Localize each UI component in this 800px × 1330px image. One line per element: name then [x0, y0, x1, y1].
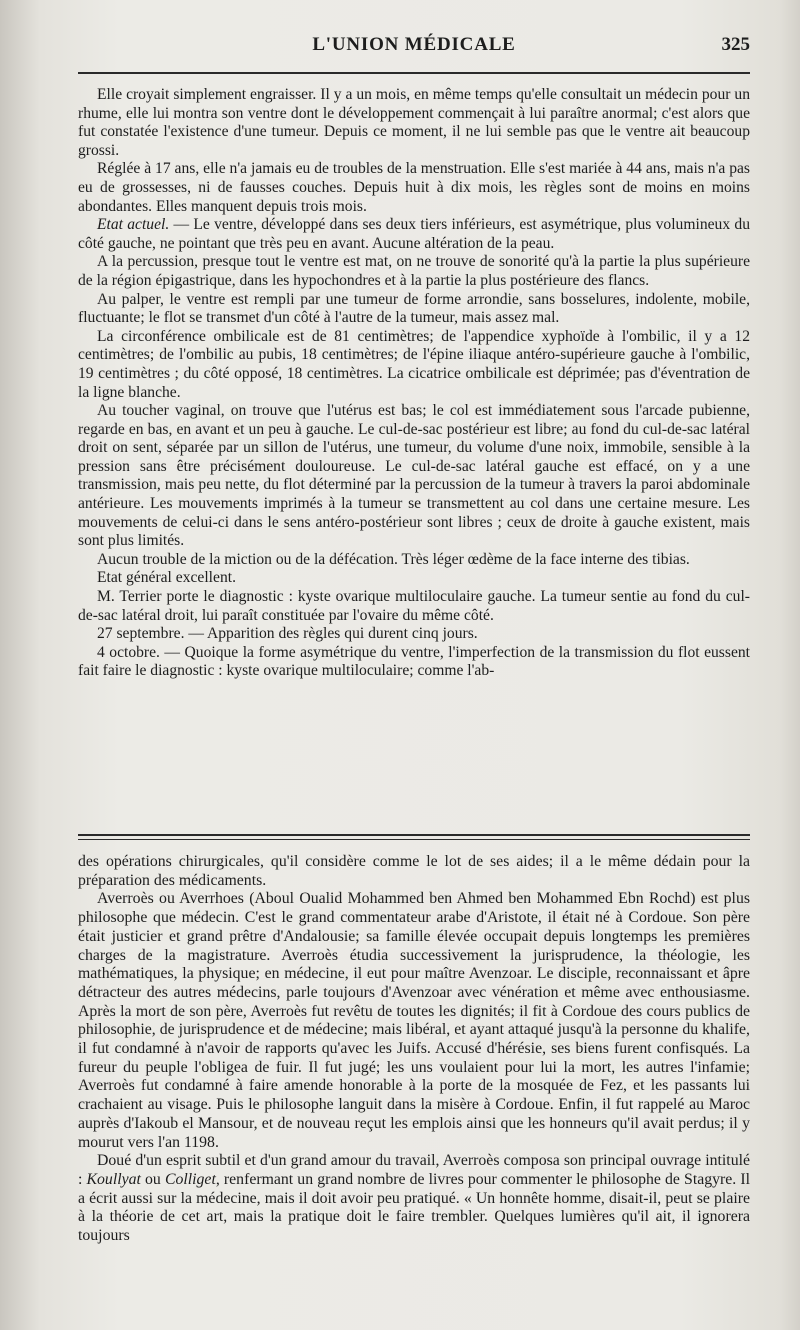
paragraph: 4 octobre. — Quoique la forme asymétrique du ventre, l'imperfection de la transmission du flot eussent fait faire le diagnostic : kyste ovarique multiloculaire; comme l'ab-: [78, 643, 750, 680]
paragraph: Elle croyait simplement engraisser. Il y a un mois, en même temps qu'elle consultait un médecin pour un rhume, elle lui montra son ventre dont le développement commençait à lui paraître anormal; c'est alors que fut constatée l'existence d'une tumeur. Depuis ce moment, il ne lui semble pas que le ventre ait beaucoup grossi.: [78, 86, 750, 159]
feuilleton-rule-thin: [78, 839, 750, 840]
feuilleton-article: [78, 853, 750, 1246]
paragraph: Doué d'un esprit subtil et d'un grand amour du travail, Averroès composa son principal ouvrage intitulé : Koullyat ou Colliget, renfermant un grand nombre de livres pour commenter le philosophe de Stagyre. Il a écrit aussi sur la médecine, mais il doit avoir peu pratiqué. « Un honnête homme, disait-il, peut se plaire à la théorie de cet art, mais la pratique doit le faire trembler. Quelques lumières qu'il ait, il ignorera toujours: [78, 1152, 750, 1245]
paragraph: Au palper, le ventre est rempli par une tumeur de forme arrondie, sans bosselures, indolente, mobile, fluctuante; le flot se transmet d'un côté à l'autre de la tumeur, mais assez mal.: [78, 290, 750, 327]
paragraph: Aucun trouble de la miction ou de la défécation. Très léger œdème de la face interne des tibias.: [97, 550, 690, 568]
page-number: 325: [721, 34, 750, 55]
feuilleton-rule: [78, 834, 750, 836]
paragraph: M. Terrier porte le diagnostic : kyste ovarique multiloculaire gauche. La tumeur sentie au fond du cul-de-sac latéral droit, lui paraît constituée par l'ovaire du même côté.: [78, 588, 750, 624]
header-rule: [78, 72, 750, 74]
running-title: L'UNION MÉDICALE: [312, 34, 516, 55]
paragraph: Etat général excellent.: [97, 569, 236, 587]
paragraph: Au toucher vaginal, on trouve que l'utérus est bas; le col est immédiatement sous l'arcade pubienne, regarde en bas, en avant et un peu à gauche. Le cul-de-sac postérieur est libre; au fond du cul-de-sac latéral droit on sent, séparée par un sillon de l'utérus, une tumeur, du volume d'une noix, immobile, sensible à la pression sans être précisément douloureuse. Le cul-de-sac latéral gauche est effacé, on y a une transmission, mais peu nette, du flot déterminé par la percussion de la tumeur à travers la paroi abdominale antérieure. Les mouvements imprimés à la tumeur se transmettent au col dans une certaine mesure. Les mouvements de celui-ci dans le sens antéro-postérieur sont libres ; ceux de droite à gauche existent, mais sont plus limités.: [78, 402, 750, 550]
book-title: Koullyat: [86, 1170, 141, 1188]
upper-article: [78, 86, 750, 681]
paragraph: des opérations chirurgicales, qu'il considère comme le lot de ses aides; il a le même dédain pour la préparation des médicaments.: [78, 853, 750, 889]
paragraph: La circonférence ombilicale est de 81 centimètres; de l'appendice xyphoïde à l'ombilic, il y a 12 centimètres; de l'ombilic au pubis, 18 centimètres; de l'épine iliaque antéro-supérieure gauche à l'ombilic, 19 centimètres ; du côté opposé, 18 centimètres. La cicatrice ombilicale est déprimée; pas d'éventration de la ligne blanche.: [78, 327, 750, 401]
paragraph: Averroès ou Averrhoes (Aboul Oualid Mohammed ben Ahmed ben Mohammed Ebn Rochd) est plus philosophe que médecin. C'est le grand commentateur arabe d'Aristote, il était né à Cordoue. Son père était justicier et grand prêtre d'Andalousie; sa famille élevée occupait depuis longtemps les premières charges de la magistrature. Averroès étudia successivement la jurisprudence, la théologie, les mathématiques, la physique; en médecine, il eut pour maître Avenzoar. Le disciple, reconnaissant et âpre détracteur des autres médecins, parle toujours d'Avenzoar avec vénération et même avec enthousiasme. Après la mort de son père, Averroès fut revêtu de toutes les dignités; il fit à Cordoue des cours publics de philosophie, de jurisprudence et de médecine; mais libéral, et ayant attaqué jusqu'à la personne du khalife, il fut condamné à n'avoir de rapports qu'avec les Juifs. Accusé d'hérésie, ses biens furent confisqués. La fureur du peuple l'obligea de fuir. Il fut jugé; les uns voulaient pour lui la mort, les autres l'infamie; Averroès fut condamné à faire amende honorable à la porte de la mosquée de Fez, et les passants lui crachaient au visage. Puis le philosophe languit dans la misère à Cordoue. Enfin, il fut rappelé au Maroc auprès d'Iakoub el Mansour, et de nouveau reçut les emplois ainsi que les honneurs qu'il avait perdus; il y mourut vers l'an 1198.: [78, 890, 750, 1151]
paragraph: 27 septembre. — Apparition des règles qui durent cinq jours.: [97, 625, 478, 643]
page-header: [78, 34, 750, 60]
book-title: Colliget: [164, 1170, 216, 1188]
section-lead: Etat actuel.: [97, 216, 170, 234]
paragraph: Réglée à 17 ans, elle n'a jamais eu de troubles de la menstruation. Elle s'est mariée à 44 ans, mais n'a pas eu de grossesses, ni de fausses couches. Depuis huit à dix mois, les règles sont de moins en moins abondantes. Elles manquent depuis trois mois.: [78, 160, 750, 215]
paragraph: A la percussion, presque tout le ventre est mat, on ne trouve de sonorité qu'à la partie la plus supérieure de la région épigastrique, dans les hypochondres et à la partie la plus postérieure des flancs.: [78, 253, 750, 289]
paragraph: Etat actuel. — Le ventre, développé dans ses deux tiers inférieurs, est asymétrique, plus volumineux du côté gauche, ne pointant que très peu en avant. Aucune altération de la peau.: [78, 216, 750, 252]
